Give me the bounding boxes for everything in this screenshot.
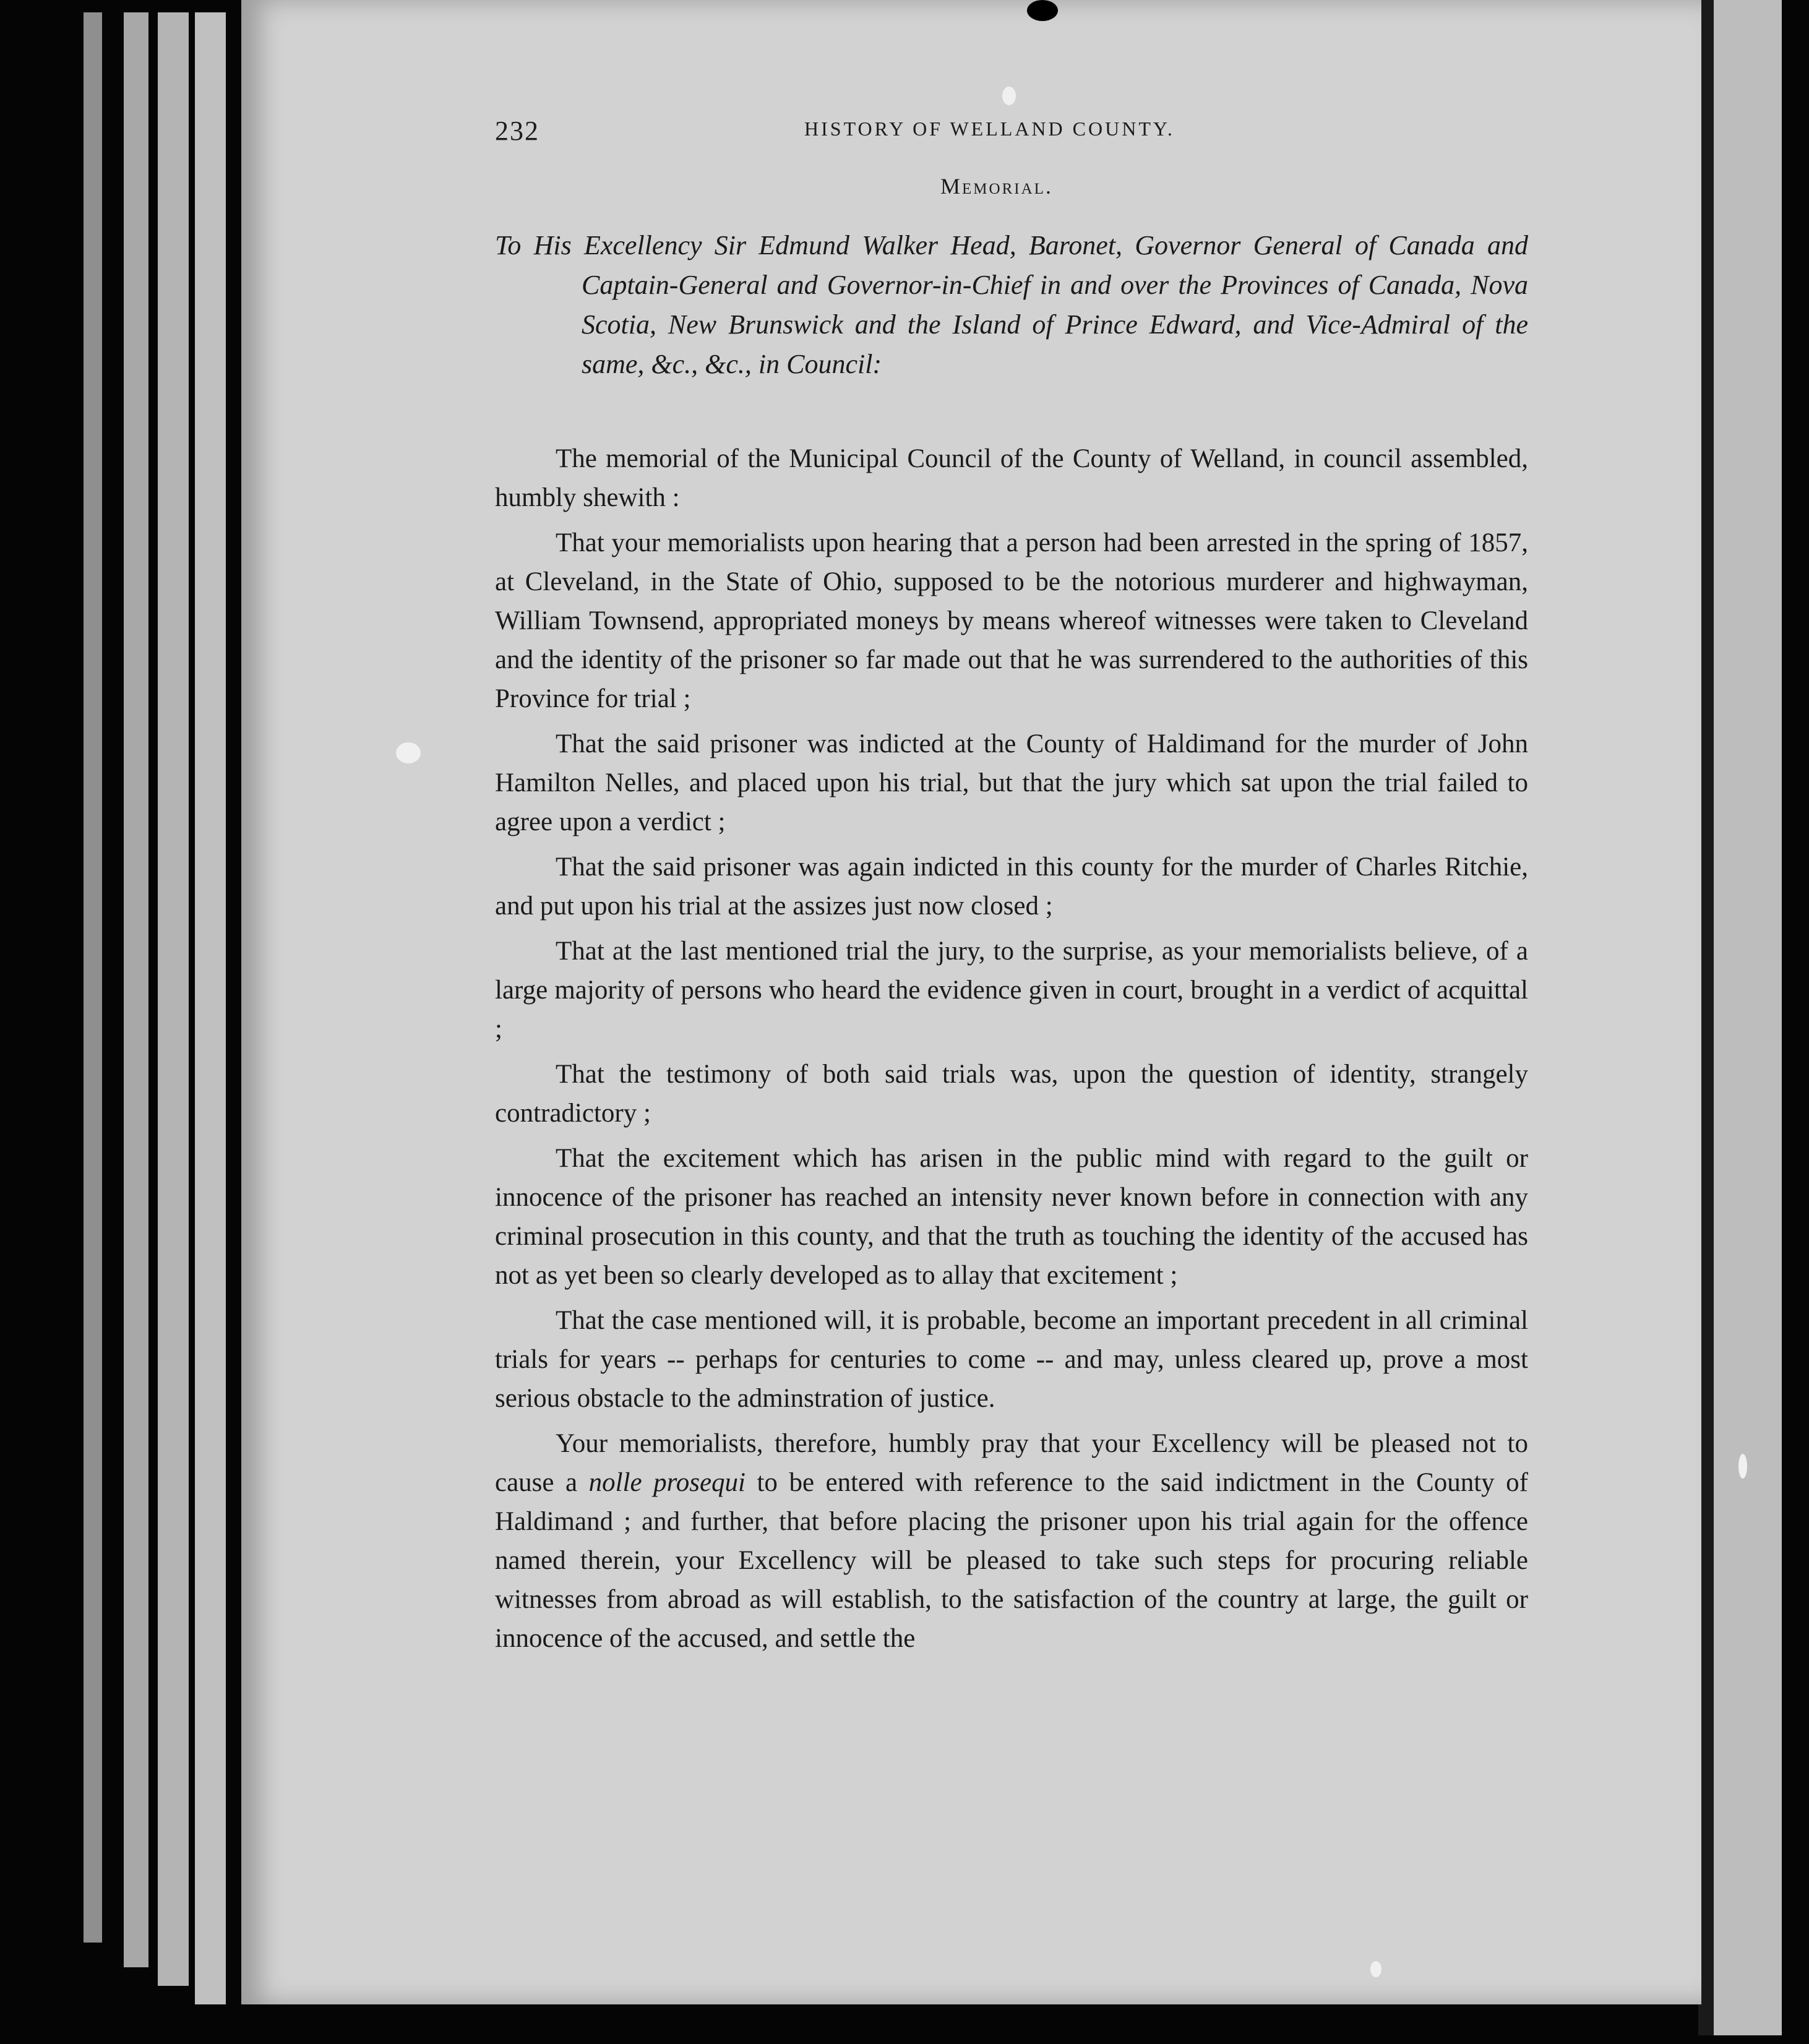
facing-page-edge (1714, 0, 1782, 2035)
page-edge (84, 12, 102, 1943)
paragraph: The memorial of the Municipal Council of the County of Welland, in council assembled, humbly shewith : (495, 444, 1528, 512)
paragraph: That the case mentioned will, it is probable, become an important precedent in all criminal trials for years -- perhaps for centuries to come -- and may, unless cleared up, prove a most serious obstacle to the adminstration of justice. (495, 1306, 1528, 1413)
paragraph: That at the last mentioned trial the jury, to the surprise, as your memorialists believe, of a large majority of persons who heard the evidence given in court, brought in a verdict of acquittal ; (495, 937, 1528, 1044)
running-head: HISTORY OF WELLAND COUNTY. (804, 118, 1175, 140)
paragraph: That your memorialists upon hearing that a person had been arrested in the spring of 1857, at Cleveland, in the State of Ohio, supposed to be the notorious murderer and highwayman, William Townsend, appropriated moneys by means whereof witnesses were taken to Cleveland and the identity of the prisoner so far made out that he was surrendered to the authorities of this Province for trial ; (495, 528, 1528, 713)
dust-speck (1738, 1454, 1747, 1479)
page-edge (158, 12, 189, 1986)
page-number: 232 (495, 116, 539, 146)
paragraph: That the excitement which has arisen in the public mind with regard to the guilt or innocence of the prisoner has reached an intensity never known before in connection with any criminal prosecution in this county, and that the truth as touching the identity of the accused has not as yet been so clearly developed as to allay that excitement ; (495, 1144, 1528, 1290)
memorial-address: To His Excellency Sir Edmund Walker Head, Baronet, Governor General of Canada and Captain-General and Governor-in-Chief in and over the Provinces of Canada, Nova Scotia, New Brunswick and the Island of Prince Edward, and Vice-Admiral of the same, &c., &c., in Council: (495, 230, 1528, 379)
paragraph-text: Your memorialists, therefore, humbly pray that your Excellency will be pleased not to cause a (495, 1429, 1528, 1497)
paragraph: That the said prisoner was indicted at the County of Haldimand for the murder of John Hamilton Nelles, and placed upon his trial, but that the jury which sat upon the trial failed to agree upon a verdict ; (495, 729, 1528, 836)
paragraph (495, 1424, 1528, 1658)
dust-speck (1002, 87, 1016, 105)
dust-speck (1370, 1961, 1381, 1977)
section-title: Memorial. (940, 174, 1053, 199)
paragraph-text: to be entered with reference to the said indictment in the County of Haldimand ; and further, that before placing the prisoner upon his trial again for the offence named therein, your Excellency will be pleased to take such steps for procuring reliable witnesses from abroad as will establish, to the satisfaction of the country at large, the guilt or innocence of the accused, and settle the (495, 1468, 1528, 1653)
paragraph: That the said prisoner was again indicted in this county for the murder of Charles Ritchie, and put upon his trial at the assizes just now closed ; (495, 852, 1528, 921)
binding-hole (1027, 0, 1058, 21)
page-edge (195, 12, 226, 2004)
page-edge (124, 12, 148, 1967)
latin-term: nolle prosequi (588, 1468, 746, 1497)
paragraph: That the testimony of both said trials was, upon the question of identity, strangely contradictory ; (495, 1060, 1528, 1128)
dust-speck (396, 742, 421, 763)
memorial-body (495, 439, 1528, 1664)
